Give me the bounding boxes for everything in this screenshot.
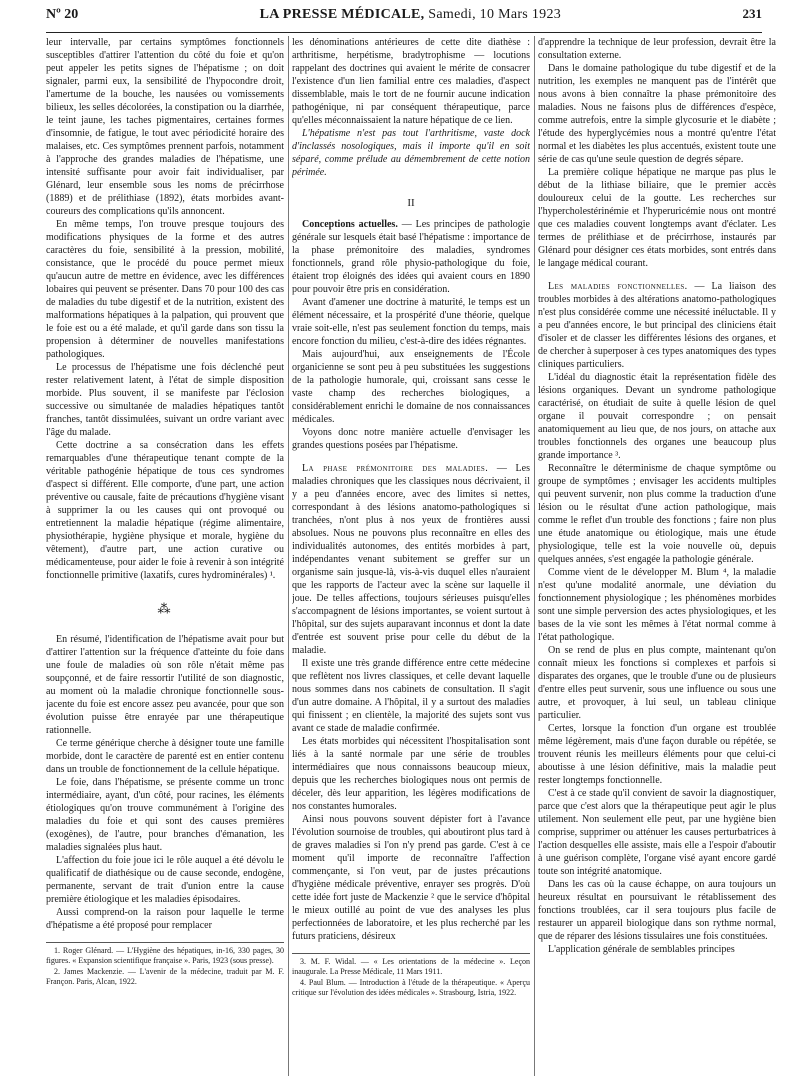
paragraph: Ainsi nous pouvons souvent dépister fort à l'avance l'évolution sournoise de troubles, qui aboutiront plus tard à de graves maladies si l'on n'y prend pas garde. C'est à ce moment qu'il importe de reconnaître l'affection commençante, si l'on veut, par de justes précautions d'hygiène médicale préventive, enrayer ses progrès. D'où cette idée fort juste de Mackenzie ² que le service d'hôpital le mieux outillé au point de vue des analyses les plus perfectionnées de laboratoire, et les plus recherché par les futurs praticiens, désireux	[292, 814, 530, 942]
spacer	[292, 452, 530, 462]
paragraph: Il existe une très grande différence entre cette médecine que reflètent nos livres classiques, et celle devant laquelle nous sommes dans nos cabinets de consultation. Il s'agit d'un autre domaine. A l'hôpital, il y a surtout des maladies qui finissent ; en clientèle, la majorité des sujets sont vus avant ce stade de maladie confirmée.	[292, 658, 530, 734]
footnote: 2. James Mackenzie. — L'avenir de la médecine, traduit par M. F. Françon. Paris, Alcan, 1922.	[46, 967, 284, 986]
paragraph: Certes, lorsque la fonction d'un organe est troublée même légèrement, mais d'une façon durable ou répétée, se trouvent réunis les meilleurs éléments pour que celui-ci aboutisse à une lésion définitive, mais la maladie peut rester longtemps fonctionnelle.	[538, 723, 776, 786]
footnotes	[46, 942, 284, 987]
paragraph: On se rend de plus en plus compte, maintenant qu'on connaît mieux les fonctions si complexes et parfois si disparates des organes, que le trouble d'une ou de plusieurs d'entre elles peut survenir, sous une influence ou sous une autre, et provoquer, à lui seul, un tableau clinique particulier.	[538, 645, 776, 721]
paragraph: Mais aujourd'hui, aux enseignements de l'École organicienne se sont peu à peu substituées les suggestions de la pathologie humorale, qui, croissant sans cesse le vaste champ des recherches biologiques, a considérablement enrichi le domaine de nos connaissances médicales.	[292, 349, 530, 425]
paragraph: leur intervalle, par certains symptômes fonctionnels susceptibles d'attirer l'attention du côté du foie et qu'on peut appeler les petits signes de l'hépatisme ; on doit signaler, parmi eux, la sensibilité de l'hypocondre droit, l'amertume de la bouche, les nausées ou vomissements bilieux, les selles décolorées, la constipation ou la diarrhée, le teint jaune, les taches pigmentaires, certaines formes d'insomnie, de fatigue, le tout avec périodicité horaire des malaises, etc. Ces symptômes prennent parfois, notamment à l'approche des grandes maladies de l'hépatisme, une intensité suffisante pour avoir fait individualiser, par Glénard, leur ensemble sous les noms de précirrhose (1889) et de prélithiase (1892), états morbides avant-coureurs des complications qu'ils annoncent.	[46, 37, 284, 217]
issue-number: Nº 20	[46, 7, 79, 22]
paragraph: Aussi comprend-on la raison pour laquelle le terme d'hépatisme a été proposé pour remplacer	[46, 907, 284, 931]
column-2	[292, 36, 530, 1076]
paragraph: Comme vient de le développer M. Blum ⁴, la maladie n'est qu'une modalité anormale, une déviation du fonctionnement physiologique ; les phénomènes morbides sont une simple perversion des actes physiologiques, et les bases de la vie sont les mêmes à l'état normal comme à l'état pathologique.	[538, 567, 776, 643]
paragraph: Cette doctrine a sa consécration dans les effets remarquables d'une thérapeutique tenant compte de la véritable pathogénie hépatique de tous ces syndromes d'aspect si différent. Elle comporte, d'une part, une action préventive ou causale, faite de précautions d'hygiène visant à supprimer la ou les causes qui ont provoqué ou entretiennent la maladie hépatique (régime alimentaire, physiothérapie, hygiène physique et morale, hygiène du vêtement), d'autre part, une action curative ou médicamenteuse, pour aider le foie à revenir à son intégrité fonctionnelle primitive (laxatifs, cures hydrominérales) ¹.	[46, 440, 284, 581]
paragraph: Les maladies fonctionnelles. — La liaison des troubles morbides à des altérations anatomo-pathologiques n'est plus considérée comme une nécessité inéluctable. Il y a peu d'années encore, le but principal des cliniciens était d'isoler et de classer les différentes lésions des organes, et de chercher à superposer à ces types anatomiques des types cliniques particuliers.	[538, 281, 776, 370]
paragraph: C'est à ce stade qu'il convient de savoir la diagnostiquer, parce que c'est alors que la thérapeutique peut agir le plus utilement. Non seulement elle peut, par une hygiène bien comprise, supprimer ou atténuer les causes perturbatrices à l'action desquelles elle assiste, mais elle a l'espoir d'aboutir à une guérison complète, l'organe visé ayant encore gardé toute son intégrité anatomique.	[538, 788, 776, 877]
issue-date: Samedi, 10 Mars 1923	[428, 7, 562, 22]
paragraph: L'idéal du diagnostic était la représentation fidèle des lésions organiques. Devant un syndrome pathologique caractérisé, on étudiait de suite à quelle lésion de quel organe il pouvait correspondre ; on pensait anatomiquement au lieu que, de nos jours, on attache aux troubles fonctionnels des organes une beaucoup plus grande importance ³.	[538, 372, 776, 461]
paragraph: L'application générale de semblables principes	[548, 944, 735, 955]
footnote: 3. M. F. Widal. — « Les orientations de la médecine ». Leçon inaugurale. La Presse Médicale, 11 Mars 1911.	[292, 957, 530, 976]
paragraph: les dénominations antérieures de cette dite diathèse : arthritisme, herpétisme, bradytrophisme — locutions rappelant des doctrines qui avaient le mérite de consacrer l'existence d'un lien familial entre ces maladies, d'aspect dissemblable, mais le tort de ne fournir aucune indication pathogénique, ni par conséquent thérapeutique, parce qu'elles méconnaissaient la nature hépatique de ce lien.	[292, 37, 530, 126]
paragraph: Avant d'amener une doctrine à maturité, le temps est un élément nécessaire, et la prospérité d'une théorie, quelque vraie soit-elle, n'est pas seulement fonction du temps, mais encore fonction du milieu, c'est-à-dire des idées régnantes.	[292, 297, 530, 347]
paragraph: En même temps, l'on trouve presque toujours des modifications physiques de la forme et des autres caractères du foie, sensibilité à la pression, mobilité, consistance, que le procédé du pouce permet mieux qu'aucun autre de mettre en évidence, avec les différences lobaires qui peuvent se présenter. Dans 70 pour 100 des cas de maladies du tube digestif et de la nutrition, existent des malformations hépatiques à la palpation, qui prouvent que le foie est ou a été malade, et qu'il garde dans son tissu la propension à déterminer de nouvelles manifestations pathologiques.	[46, 219, 284, 360]
paragraph: Le foie, dans l'hépatisme, se présente comme un tronc intermédiaire, ayant, d'un côté, pour racines, les éléments étiologiques qu'on trouve communément à l'origine des maladies du foie et qui sont des causes premières (exogènes), de l'autre, pour branches d'émanation, les maladies signalées plus haut.	[46, 777, 284, 853]
paragraph: L'affection du foie joue ici le rôle auquel a été dévolu le qualificatif de diathésique ou de cause seconde, endogène, permanente, servant de trait d'union entre la cause première étiologique et les maladies épisodaires.	[46, 855, 284, 905]
journal-name: LA PRESSE MÉDICALE,	[259, 7, 425, 22]
column-1	[46, 36, 284, 1076]
paragraph: Dans les cas où la cause échappe, on aura toujours un heureux résultat en poursuivant le rétablissement des fonctions troublées, car il sera toujours plus facile de restaurer un appareil biologique dans son rythme normal, que de réparer des lésions tissulaires une fois constituées.	[538, 879, 776, 942]
footnote: 1. Roger Glénard. — L'Hygiène des hépatiques, in-16, 330 pages, 30 figures. « Expansion scientifique française ». Paris, 1923 (sous presse).	[46, 946, 284, 965]
paragraph: d'apprendre la technique de leur profession, devrait être la consultation externe.	[538, 37, 776, 61]
footnotes	[292, 953, 530, 998]
paragraph: Voyons donc notre manière actuelle d'envisager les grandes questions posées par l'hépatisme.	[292, 427, 530, 451]
section-heading: Les maladies fonctionnelles.	[548, 281, 688, 292]
paragraph: Conceptions actuelles. — Les principes de pathologie générale sur lesquels était basé l'hépatisme : importance de la phase prémonitoire des maladies, syndromes fonctionnels, grand rôle physio-pathologique du foie, étaient trop éloignés des idées qui avaient cours en 1890 pour pouvoir être pris en considération.	[292, 219, 530, 295]
paragraph: Les états morbides qui nécessitent l'hospitalisation sont liés à la santé normale par une série de troubles intermédiaires que nous connaissons beaucoup mieux, depuis que les recherches biologiques nous ont permis de déceler, dès leur apparition, les légères modifications de nos constantes humorales.	[292, 736, 530, 812]
section-heading: La phase prémonitoire des maladies.	[302, 463, 489, 474]
spacer	[538, 270, 776, 280]
paragraph: Le processus de l'hépatisme une fois déclenché peut rester relativement latent, à l'état de simple disposition morbide. Plus souvent, il se manifeste par l'éclosion successive ou simultanée de maladies hépatiques tantôt franches, tantôt dissimulées, suivant un ordre variant avec l'âge du malade.	[46, 362, 284, 438]
section-asterism: ⁂	[157, 601, 173, 616]
paragraph: Reconnaître le déterminisme de chaque symptôme ou groupe de symptômes ; envisager les accidents multiples qui peuvent survenir, non plus comme la traduction d'une lésion ou le résultat d'une action pathologique, mais comme le reflet d'un trouble des fonctions ; faire non plus une étude anatomique ou étiologique, mais une étude physiologique, telle est la voie nouvelle où, depuis quelques années, s'est engagée la pathologie générale.	[538, 463, 776, 565]
paragraph: La première colique hépatique ne marque pas plus le début de la lithiase biliaire, que le premier accès douloureux celui de la goutte. Les recherches sur l'hypercholestérinémie et l'hyperuricémie nous ont montré que ces maladies couvent longtemps avant d'éclater. Les termes de prélithiase et de précirrhose, instaurés par Glénard pour désigner ces états morbides, sont entrés dans le langage médical courant.	[538, 167, 776, 269]
column-rule	[288, 36, 289, 1076]
paragraph: Dans le domaine pathologique du tube digestif et de la nutrition, les exemples ne manquent pas de l'intérêt que nous avons à bien connaître la phase prémonitoire des maladies. Nous ne faisons plus de différences d'espèce, comme autrefois, entre la simple glycosurie et le diabète ; l'étude des hyperglycémies nous a montré qu'entre l'état normal et les diabètes les plus accentués, existent toute une série de cas qu'une seule question de degrés sépare.	[538, 63, 776, 165]
page-header	[46, 6, 762, 33]
running-title	[260, 7, 561, 23]
paragraph: L'hépatisme n'est pas tout l'arthritisme, vaste dock d'inclassés nosologiques, mais il importe qu'il en soit séparé, comme prélude au démembrement de cette notion périmée.	[292, 128, 530, 178]
footnote: 4. Paul Blum. — Introduction à l'étude de la thérapeutique. « Aperçu critique sur l'évolution des idées médicales ». Strasbourg, Istria, 1922.	[292, 978, 530, 997]
section-number: II	[407, 197, 415, 209]
column-3	[538, 36, 776, 1076]
page-number: 231	[742, 6, 762, 21]
paragraph: Ce terme générique cherche à désigner toute une famille morbide, dont le caractère de parenté est en entier contenu dans un trouble de fonctionnement de la cellule hépatique.	[46, 738, 284, 775]
section-heading: Conceptions actuelles.	[302, 219, 398, 230]
paragraph: La phase prémonitoire des maladies. — Les maladies chroniques que les classiques nous décrivaient, il y a peu d'années encore, avec des limites si nettes, correspondant à des lésions anatomo-pathologiques si tranchées, n'ont plus à nos yeux de frontières aussi absolues. Nous ne pouvons plus reconnaître en elles des individualités autonomes, des entités morbides à part, indépendantes venant subitement se greffer sur un organisme sain jusque-là, vis-à-vis duquel elles n'auraient que les rapports de l'acteur avec la scène sur laquelle il joue. De telles affections, toujours sérieuses puisqu'elles s'accompagnent de lésions importantes, se voient surtout à l'hôpital, sur des sujets auparavant inconnus et dont la date d'entrée est souvent prise pour celle du début de la maladie.	[292, 463, 530, 656]
paragraph: En résumé, l'identification de l'hépatisme avait pour but d'attirer l'attention sur la fréquence d'atteinte du foie dans une foule de maladies où son rôle n'était même pas soupçonné, et de faire ressortir l'utilité de son diagnostic, au moment où la maladie chronique fonctionnelle sous-jacente du foie est encore assez peu avancée, pour que son évolution puisse être enrayée par une thérapeutique rationnelle.	[46, 634, 284, 736]
column-rule	[534, 36, 535, 1076]
